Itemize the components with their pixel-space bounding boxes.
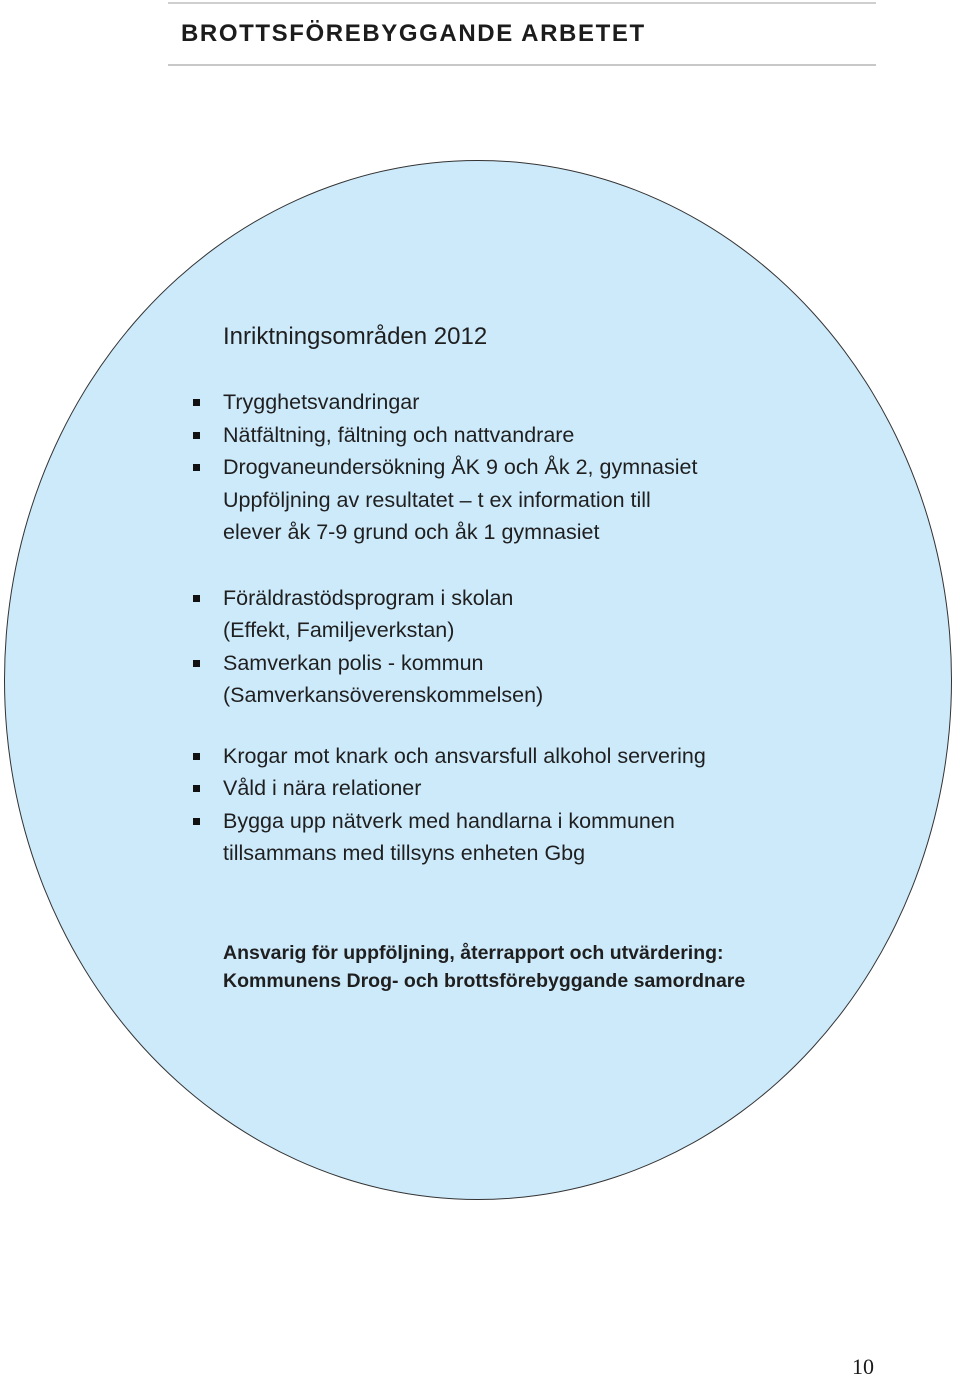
list-item — [186, 386, 826, 419]
header-title: BROTTSFÖREBYGGANDE ARBETET — [181, 20, 646, 47]
list-item-text: Samverkan polis - kommun — [223, 650, 484, 675]
section-heading: Inriktningsområden 2012 — [223, 323, 488, 350]
list-item — [186, 419, 826, 452]
list-item — [186, 451, 826, 549]
list-item-text: Uppföljning av resultatet – t ex information till — [223, 487, 651, 512]
header-top-rule — [168, 2, 876, 4]
page-number: 10 — [852, 1354, 874, 1379]
list-item-text: elever åk 7-9 grund och åk 1 gymnasiet — [223, 520, 600, 544]
list-item — [186, 647, 826, 712]
list-item — [186, 582, 826, 647]
square-bullet-icon — [193, 464, 200, 471]
list-item-text: Krogar mot knark och ansvarsfull alkohol servering — [223, 743, 706, 768]
square-bullet-icon — [193, 818, 200, 825]
list-item — [186, 772, 826, 805]
list-item-text: Bygga upp nätverk med handlarna i kommunen — [223, 808, 675, 833]
focus-areas-content — [186, 318, 826, 995]
responsibility-note — [223, 939, 826, 995]
list-item-text: (Effekt, Familjeverkstan) — [223, 618, 455, 642]
list-item — [186, 740, 826, 773]
focus-list-group-2 — [186, 582, 826, 712]
focus-list-group-3 — [186, 740, 826, 870]
square-bullet-icon — [193, 660, 200, 667]
list-item-text: Nätfältning, fältning och nattvandrare — [223, 422, 575, 447]
list-item-text: Trygghetsvandringar — [223, 390, 420, 414]
list-item — [186, 805, 826, 870]
header-bottom-rule — [168, 64, 876, 66]
responsibility-note-line-1: Ansvarig för uppföljning, återrapport och utvärdering: — [223, 941, 724, 964]
list-item-text: (Samverkansöverenskommelsen) — [223, 683, 544, 707]
square-bullet-icon — [193, 432, 200, 439]
focus-list-group-1 — [186, 386, 826, 549]
square-bullet-icon — [193, 595, 200, 602]
page-header — [168, 2, 876, 64]
list-item-text: tillsammans med tillsyns enheten Gbg — [223, 841, 586, 865]
square-bullet-icon — [193, 785, 200, 792]
square-bullet-icon — [193, 753, 200, 760]
list-item-text: Våld i nära relationer — [223, 776, 422, 800]
list-item-text: Drogvaneundersökning ÅK 9 och Åk 2, gymnasiet — [223, 455, 698, 479]
square-bullet-icon — [193, 399, 200, 406]
list-item-text: Föräldrastödsprogram i skolan — [223, 585, 514, 610]
responsibility-note-line-2: Kommunens Drog- och brottsförebyggande samordnare — [223, 969, 746, 992]
